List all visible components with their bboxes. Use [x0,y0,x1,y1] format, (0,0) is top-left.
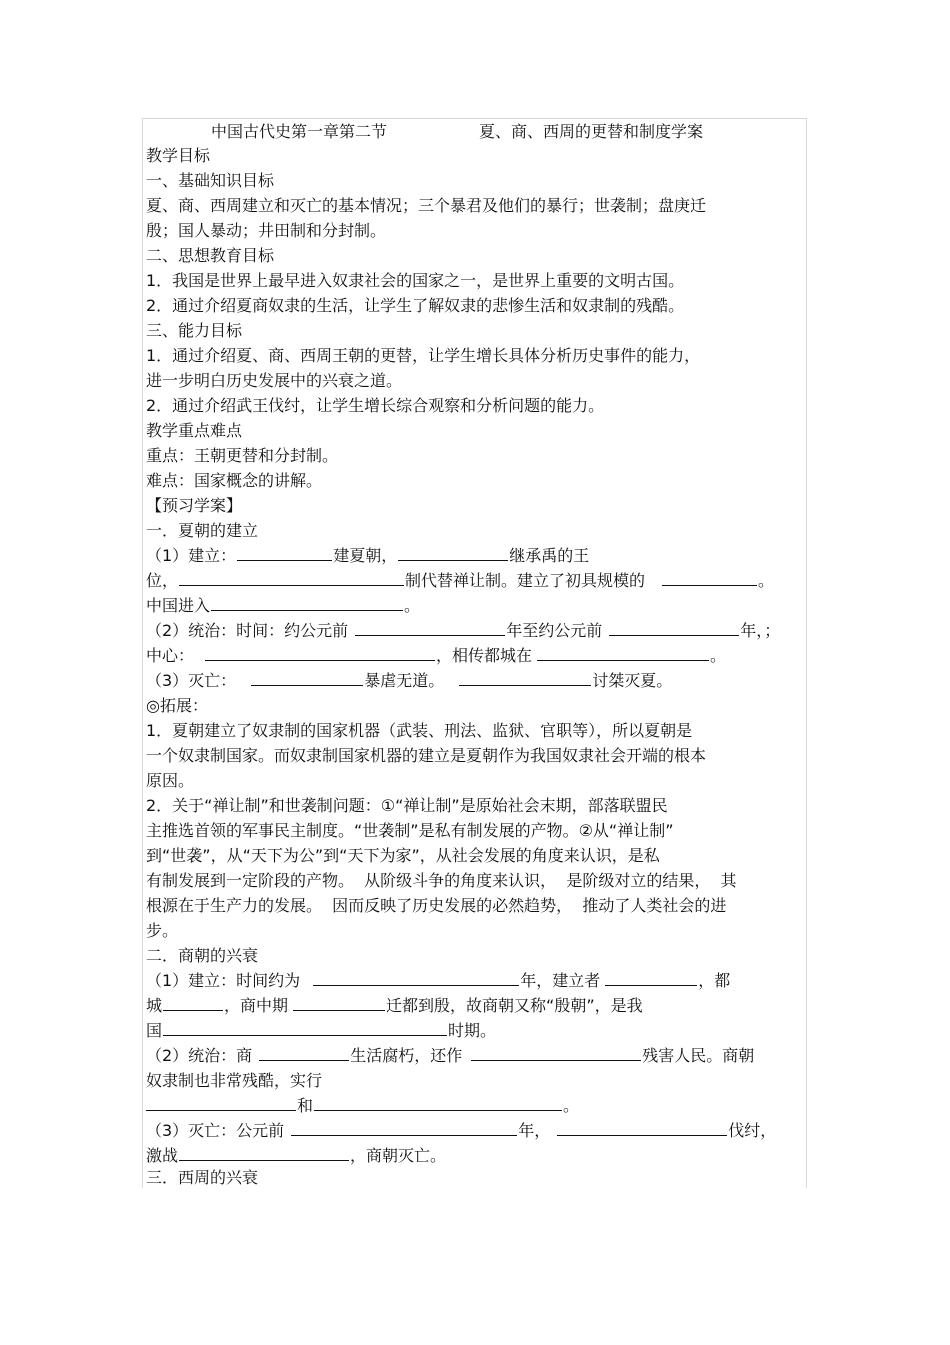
objectives-heading: 教学目标 [146,146,211,165]
xia-line-4: （2）统治：时间：约公元前 年至约公元前 年，； [146,618,806,643]
fill-blank[interactable] [293,993,385,1011]
fill-blank[interactable] [179,568,404,586]
ability-line-1b: 进一步明白历史发展中的兴衰之道。 [146,371,403,390]
idea-heading: 二、思想教育目标 [146,246,275,265]
ext-p2-line-2: 主推选首领的军事民主制度。“世袭制”是私有制发展的产物。②从“禅让制” [146,821,674,840]
fill-blank[interactable] [237,543,332,561]
zhou-heading: 三．西周的兴衰 [146,1168,259,1187]
xia-line-3: 中国进入 。 [146,593,806,618]
ext-p1-line-1: 1．夏朝建立了奴隶制的国家机器（武装、刑法、监狱、官职等），所以夏朝是 [146,721,693,740]
fill-blank[interactable] [313,968,519,986]
ext-p2-line-3: 到“世袭”，从“天下为公”到“天下为家”，从社会发展的角度来认识，是私 [146,846,660,865]
ability-line-2: 2．通过介绍武王伐纣，让学生增长综合观察和分析问题的能力。 [146,396,605,415]
fill-blank[interactable] [163,1018,447,1036]
ext-p2-line-6: 步。 [146,921,179,940]
fill-blank[interactable] [291,1118,517,1136]
fill-blank[interactable] [259,1043,349,1061]
shang-line-7: （3）灭亡：公元前 年， 伐纣， [146,1118,806,1143]
document-page [142,118,807,1188]
fill-blank[interactable] [179,1143,349,1161]
xia-line-1: （1）建立： 建夏朝， 继承禹的王 [146,543,806,568]
ext-p2-line-4: 有制发展到一定阶段的产物。 从阶级斗争的角度来认识， 是阶级对立的结果， 其 [146,871,737,890]
fill-blank[interactable] [398,543,508,561]
basic-line-2: 殷；国人暴动；井田制和分封制。 [146,221,387,240]
basic-line-1: 夏、商、西周建立和灭亡的基本情况；三个暴君及他们的暴行；世袭制；盘庚迁 [146,196,707,215]
title-topic: 夏、商、西周的更替和制度学案 [479,122,704,141]
keypoints-heading: 教学重点难点 [146,421,243,440]
shang-heading: 二．商朝的兴衰 [146,946,259,965]
shang-line-8: 激战 ，商朝灭亡。 [146,1143,806,1168]
xia-line-2: 位， 制代替禅让制。建立了初具规模的 。 [146,568,806,593]
fill-blank[interactable] [605,968,697,986]
fill-blank[interactable] [537,643,709,661]
shang-line-3: 国 时期。 [146,1018,806,1043]
fill-blank[interactable] [471,1043,641,1061]
fill-blank[interactable] [314,1093,562,1111]
xia-heading: 一．夏朝的建立 [146,521,259,540]
xia-line-6: （3）灭亡： 暴虐无道。 讨桀灭夏。 [146,668,806,693]
ext-p1-line-2: 一个奴隶制国家。而奴隶制国家机器的建立是夏朝作为我国奴隶社会开端的根本 [146,746,707,765]
fill-blank[interactable] [211,593,403,611]
fill-blank[interactable] [557,1118,727,1136]
fill-blank[interactable] [662,568,757,586]
ext-p1-line-3: 原因。 [146,771,195,790]
ext-p2-line-1: 2．关于“禅让制”和世袭制问题：①“禅让制”是原始社会末期，部落联盟民 [146,796,668,815]
title-chapter: 中国古代史第一章第二节 [211,122,388,141]
basic-heading: 一、基础知识目标 [146,171,275,190]
fill-blank[interactable] [205,643,435,661]
ext-heading: ◎拓展： [146,696,208,715]
shang-line-6: 和 。 [146,1093,806,1118]
shang-line-5: 奴隶制也非常残酷，实行 [146,1071,323,1090]
shang-line-4: （2）统治：商 生活腐朽，还作 残害人民。商朝 [146,1043,806,1068]
fill-blank[interactable] [251,668,363,686]
shang-line-2: 城 ，商中期 迁都到殷，故商朝又称“殷朝”，是我 [146,993,806,1018]
shang-line-1: （1）建立：时间约为 年，建立者 ，都 [146,968,806,993]
preview-heading: 【预习学案】 [146,496,243,515]
ability-line-1a: 1．通过介绍夏、商、西周王朝的更替，让学生增长具体分析历史事件的能力， [146,346,701,365]
idea-line-1: 1．我国是世界上最早进入奴隶社会的国家之一，是世界上重要的文明古国。 [146,271,685,290]
fill-blank[interactable] [163,993,223,1011]
fill-blank[interactable] [355,618,505,636]
ext-p2-line-5: 根源在于生产力的发展。 因而反映了历史发展的必然趋势， 推动了人类社会的进 [146,896,727,915]
ability-heading: 三、能力目标 [146,321,243,340]
keypoint-difficult: 难点：国家概念的讲解。 [146,471,323,490]
fill-blank[interactable] [459,668,591,686]
document-title [146,119,806,144]
xia-line-5: 中心： ，相传都城在 。 [146,643,806,668]
fill-blank[interactable] [146,1093,296,1111]
idea-line-2: 2．通过介绍夏商奴隶的生活，让学生了解奴隶的悲惨生活和奴隶制的残酷。 [146,296,685,315]
fill-blank[interactable] [609,618,739,636]
keypoint-key: 重点：王朝更替和分封制。 [146,446,339,465]
